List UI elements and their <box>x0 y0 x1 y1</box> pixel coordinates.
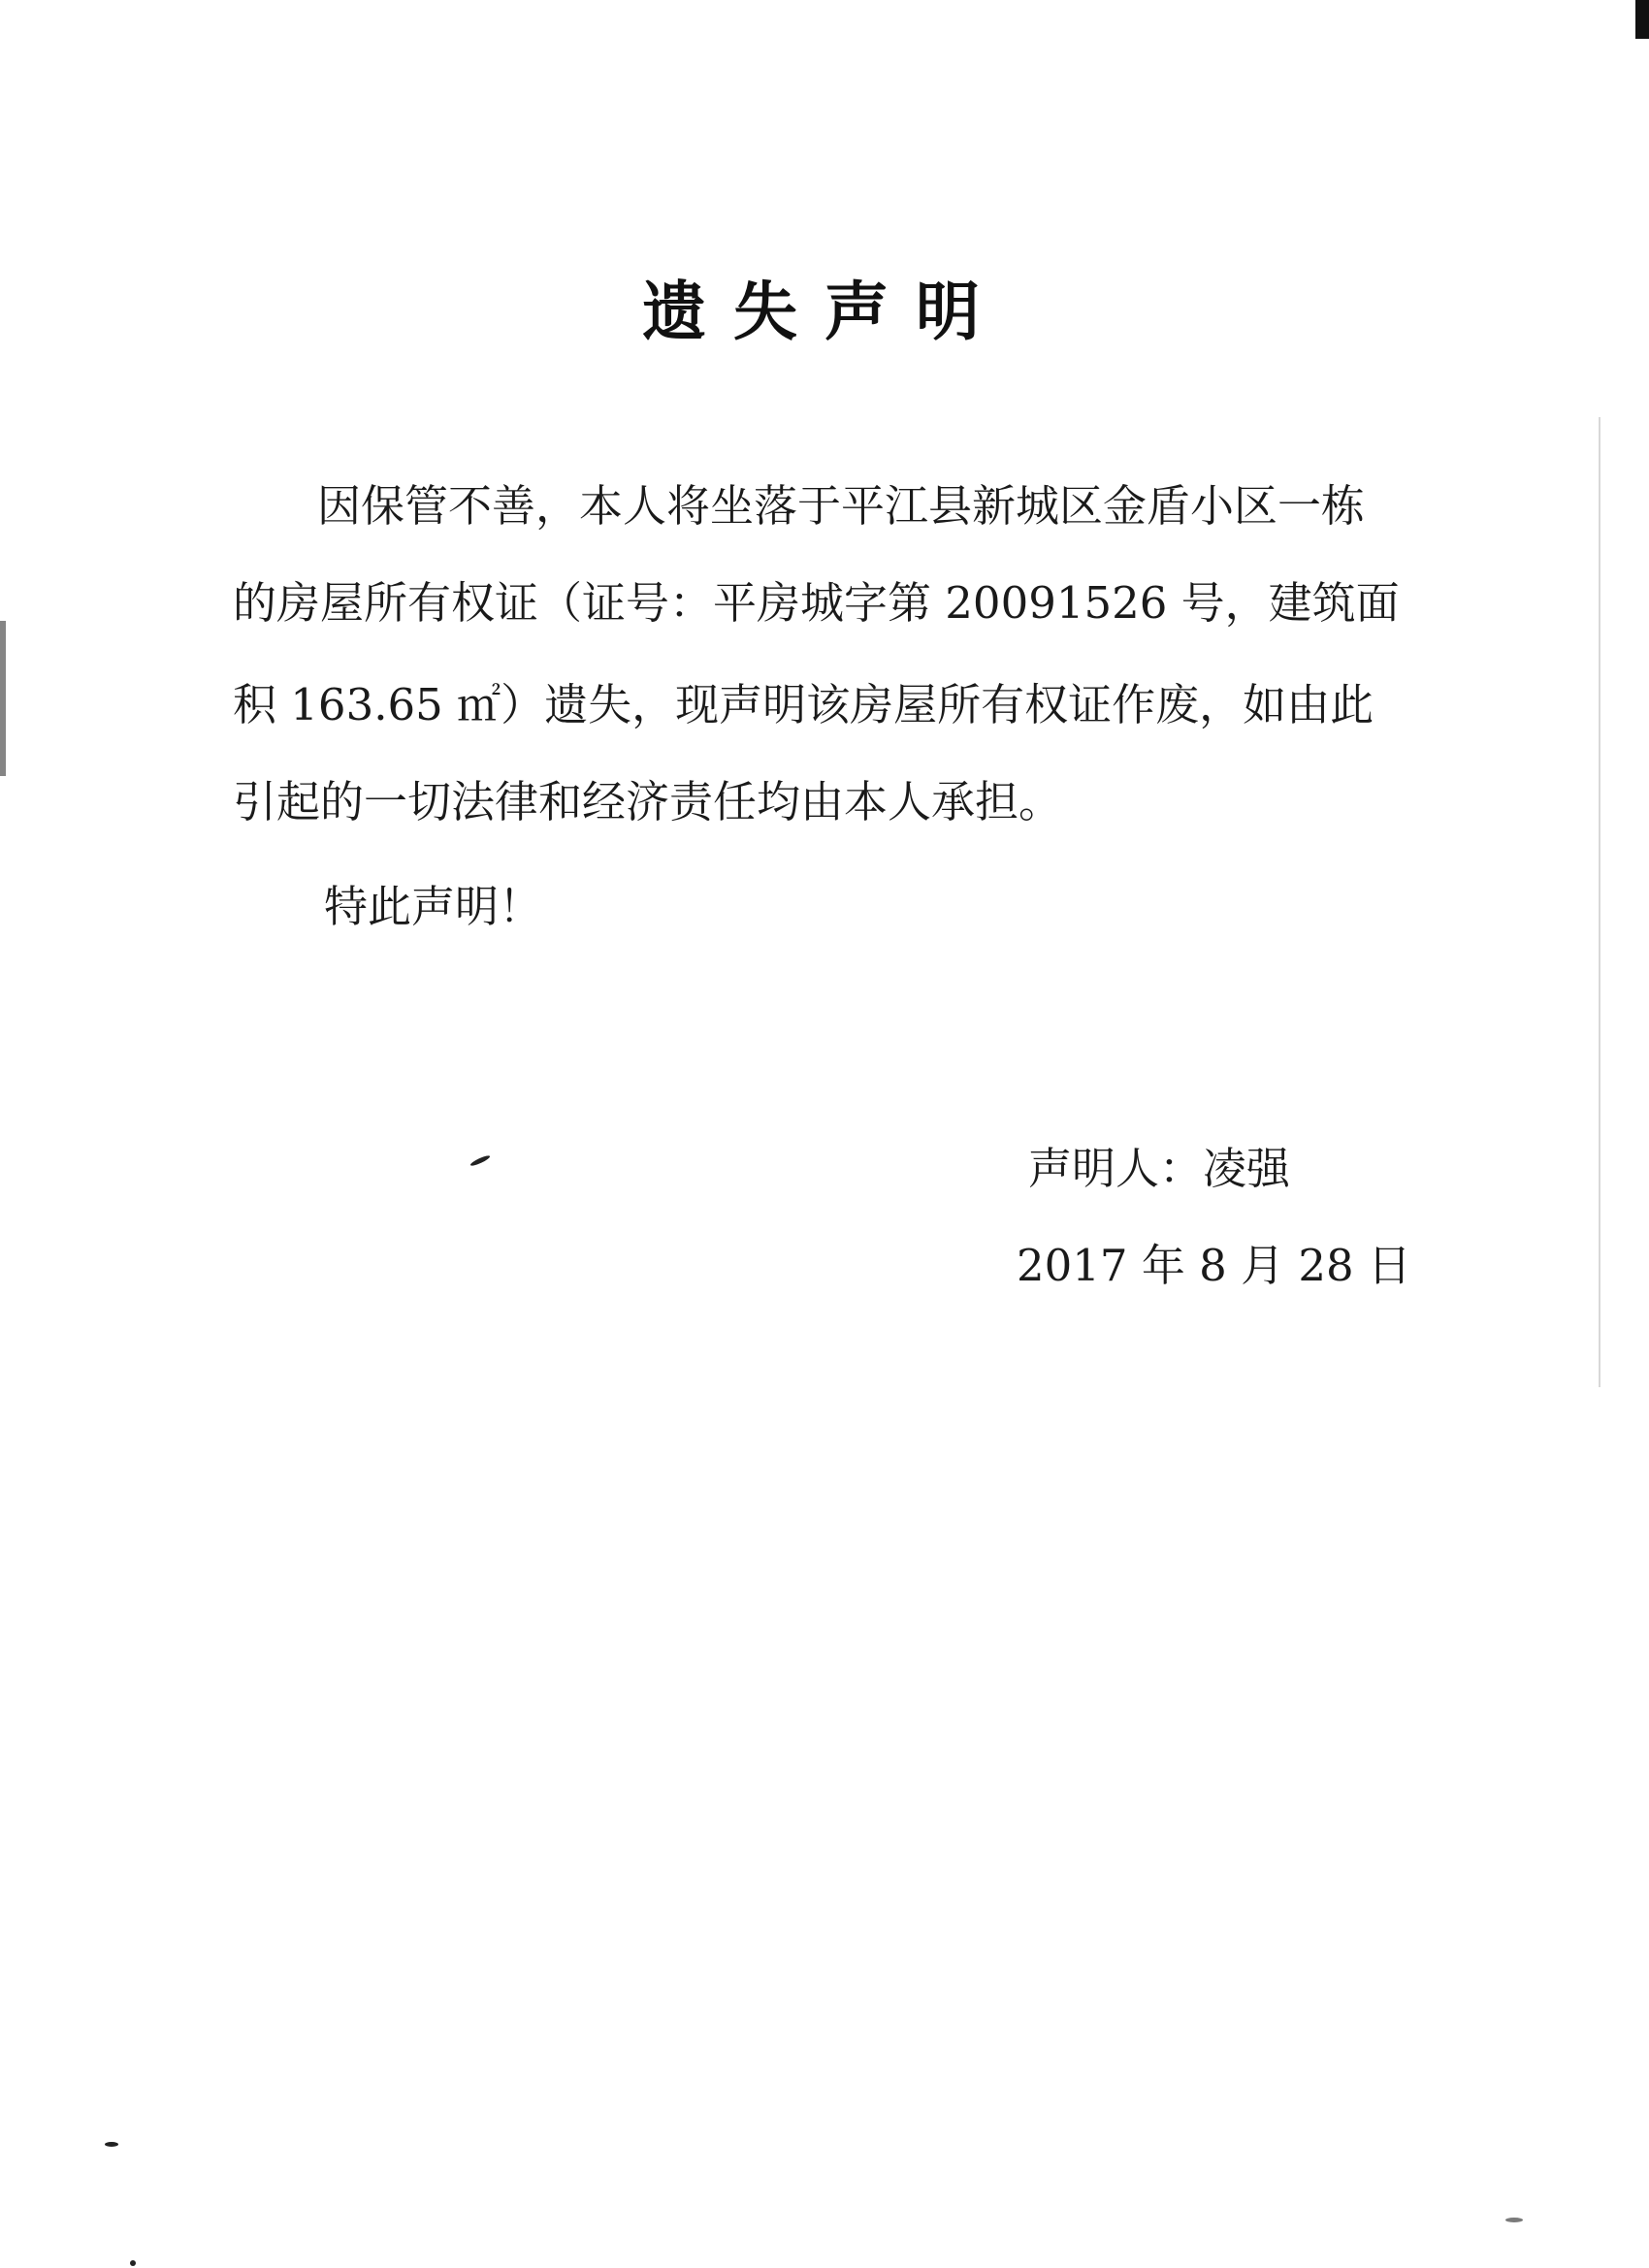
body-line: 积 163.65 ㎡）遗失，现声明该房屋所有权证作废，如由此 <box>233 679 1374 730</box>
declaration-date: 2017 年 8 月 28 日 <box>1017 1240 1411 1291</box>
body-line: 的房屋所有权证（证号：平房城字第 20091526 号，建筑面 <box>233 577 1400 629</box>
scan-speck <box>130 2260 136 2266</box>
scan-speck <box>1505 2218 1523 2222</box>
signer-name: 声明人：凌强 <box>1028 1143 1291 1194</box>
scan-speck <box>105 2142 118 2147</box>
scan-edge-shadow <box>0 621 6 776</box>
body-line: 引起的一切法律和经济责任均由本人承担。 <box>233 776 1063 827</box>
scan-edge-mark <box>1635 0 1649 39</box>
scan-speck <box>469 1154 491 1168</box>
page-edge-line <box>1599 417 1600 1387</box>
closing-statement: 特此声明！ <box>324 881 543 932</box>
document-title: 遗失声明 <box>642 274 1007 349</box>
body-line: 因保管不善，本人将坐落于平江县新城区金盾小区一栋 <box>317 480 1366 532</box>
